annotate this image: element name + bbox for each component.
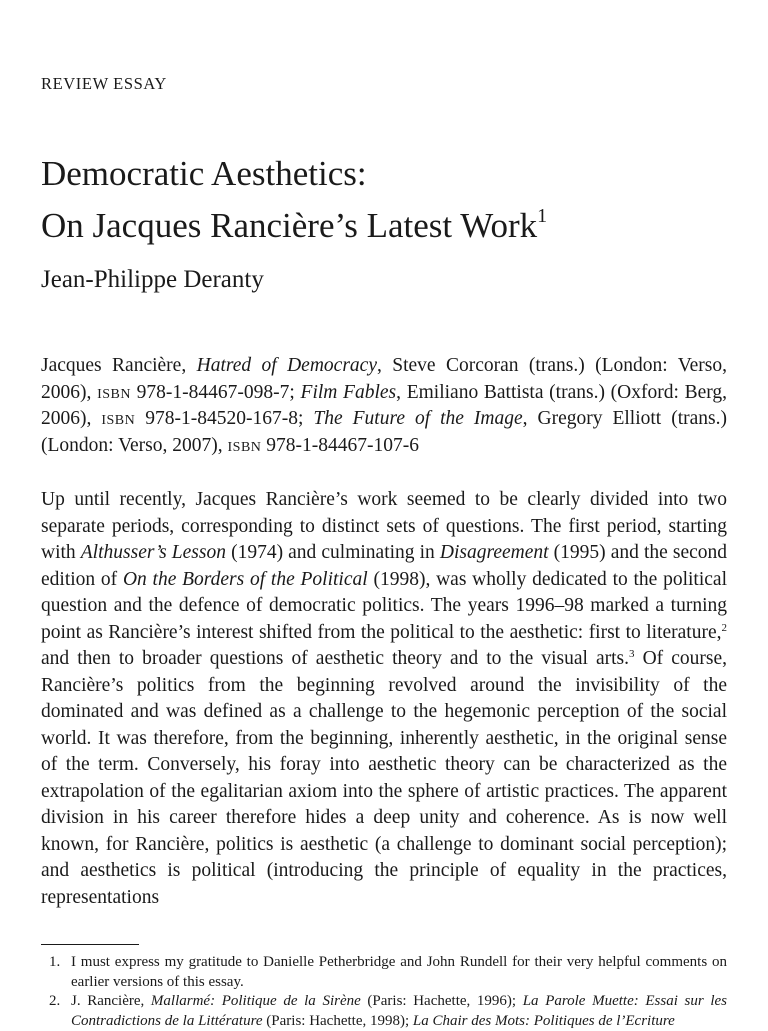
book-title: Film Fables: [300, 381, 397, 403]
footnote-text: (Paris: Hachette, 1998);: [262, 1012, 413, 1029]
book-title: Hatred of Democracy: [196, 355, 377, 376]
citation-text: 978-1-84467-107-6: [261, 434, 420, 456]
work-title: On the Borders of the Political: [122, 568, 368, 590]
work-title: Althusser’s Lesson: [80, 542, 226, 563]
citation-text: , Steve Corcoran (trans.) (London: Verso, 2006),: [41, 355, 728, 403]
citation-text: , Gregory Elliott (trans.) (London: Verso, 2007),: [41, 408, 727, 456]
footnote-book-title: La Parole Muette: Essai sur les Contradictions de la Littérature: [71, 993, 728, 1029]
citation-text: , Emiliano Battista (trans.) (Oxford: Berg, 2006),: [41, 381, 727, 429]
body-text: (1974) and culminating in: [226, 542, 440, 563]
body-text: Of course, Rancière’s politics from the beginning revolved around the invisibility of the dominated and was defined as a challenge to the hegemonic perception of the social world. It was therefore, from the beginning, inherently aesthetic, in the original sense of the term. Conversely, his foray into aesthetic theory can be characterized as the extrapolation of the egalitarian axiom into the sphere of artistic practices. The apparent division in his career therefore hides a deep unity and coherence. As is now well known, for Rancière, politics is aesthetic (a challenge to dominant social perception); and aesthetics is political (introducing the principle of equality in the practices, representations: [41, 648, 728, 908]
footnote-book-title: Mallarmé: Politique de la Sirène: [150, 993, 361, 1009]
body-text: (1995) and the second edition of: [41, 542, 728, 590]
footnote-marker[interactable]: 2: [721, 621, 727, 634]
footnote-text: I must express my gratitude to Danielle Petherbridge and John Rundell for their very helpful comments on earlier versions of this essay.: [71, 954, 727, 990]
footnotes-list: [41, 953, 727, 1031]
footnote-number: 2.: [49, 993, 61, 1009]
citation-text: Jacques Rancière,: [41, 355, 197, 376]
isbn-label: isbn: [101, 408, 136, 429]
title-footnote-marker[interactable]: 1: [537, 205, 548, 227]
footnote-number: 1.: [49, 954, 61, 970]
body-text: (1998), was wholly dedicated to the political question and the defence of democratic politics. The years 1996–98 marked a turning point as Rancière’s interest shifted from the political to the aesthetic: first to literature,: [41, 568, 727, 643]
footnote-item: [41, 992, 727, 1031]
book-title: The Future of the Image: [313, 408, 523, 429]
author-name: Jean-Philippe Deranty: [41, 266, 264, 293]
citation-text: 978-1-84520-167-8;: [135, 408, 314, 429]
body-paragraph: [41, 487, 727, 911]
footnote-item: [41, 953, 727, 992]
isbn-label: isbn: [97, 381, 131, 403]
citation-text: 978-1-84467-098-7;: [130, 381, 301, 403]
footnote-text: J. Rancière,: [71, 993, 151, 1009]
footnote-text: (Paris: Hachette, 1996);: [360, 993, 523, 1009]
body-text: Up until recently, Jacques Rancière’s work seemed to be clearly divided into two separate periods, corresponding to distinct sets of questions. The first period, starting with: [41, 489, 727, 563]
footnote-divider: [41, 944, 139, 945]
footnote-book-title: La Chair des Mots: Politiques de l’Ecriture: [412, 1012, 675, 1029]
title-line-2: On Jacques Rancière’s Latest Work: [41, 206, 538, 245]
body-text: and then to broader questions of aesthetic theory and to the visual arts.: [41, 648, 630, 669]
article-title: [41, 148, 547, 252]
isbn-label: isbn: [227, 434, 262, 456]
reviewed-books-citation: [41, 353, 727, 459]
title-line-1: Democratic Aesthetics:: [41, 154, 367, 193]
work-title: Disagreement: [439, 542, 549, 563]
footnote-marker[interactable]: 3: [629, 648, 635, 660]
section-kicker: REVIEW ESSAY: [41, 74, 167, 93]
